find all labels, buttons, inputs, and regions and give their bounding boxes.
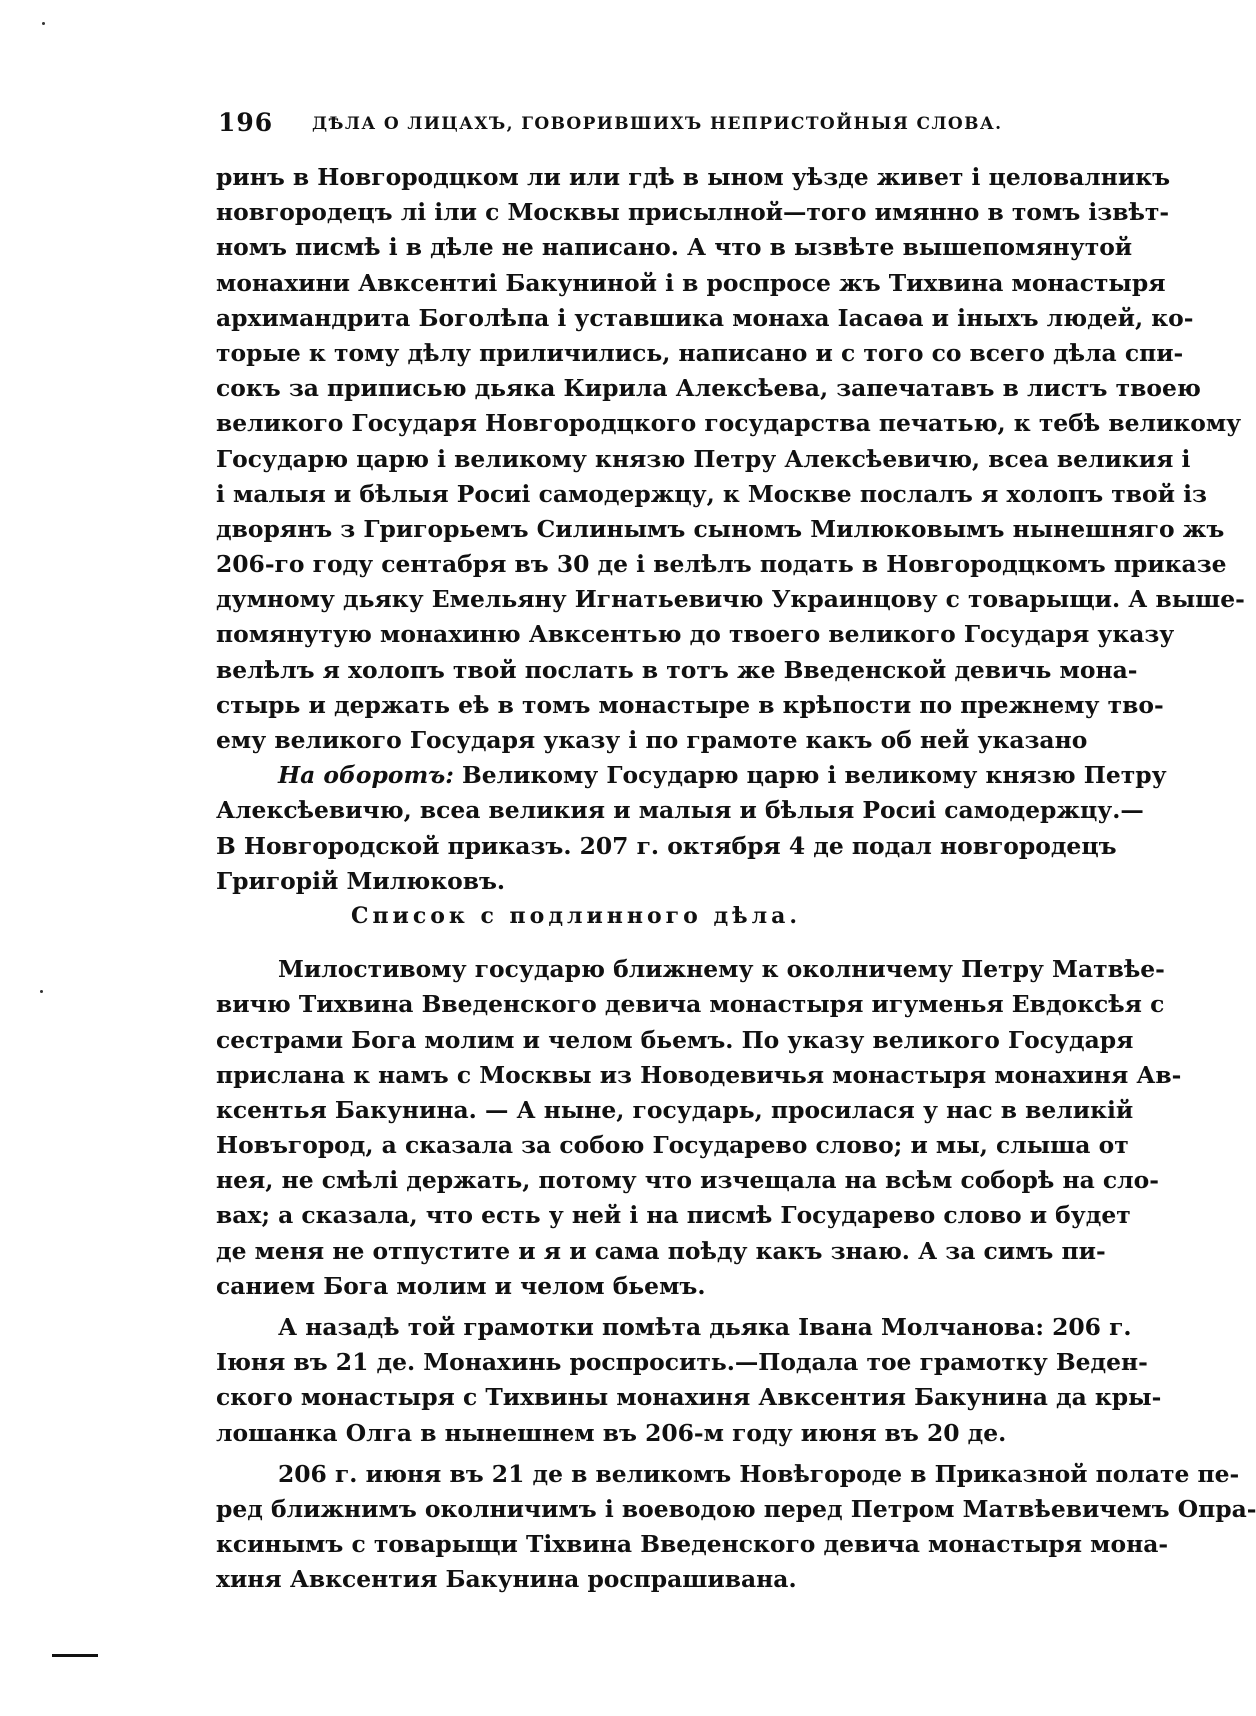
text-line: Новъгород, а сказала за собою Государево слово; и мы, слыша от xyxy=(216,1131,1129,1160)
text-line: 206-го году сентабря въ 30 де і велѣлъ подать в Новгородцкомъ приказе xyxy=(216,550,1227,579)
text-line: В Новгородской приказъ. 207 г. октября 4 де подал новгородецъ xyxy=(216,831,1117,860)
text-line: новгородецъ лі іли с Москвы присылной—того имянно в томъ ізвѣт- xyxy=(216,198,1170,227)
text-line: ему великого Государя указу і по грамоте какъ об ней указано xyxy=(216,726,1088,754)
text-line: номъ писмѣ і в дѣле не написано. А что в ызвѣте вышепомянутой xyxy=(216,233,1133,262)
reverse-note xyxy=(216,758,1167,899)
body-text xyxy=(216,160,1256,1598)
text-line: Государю царю і великому князю Петру Алексѣевичю, всеа великия і xyxy=(216,444,1191,473)
text-line: де меня не отпустите и я и сама поѣду какъ знаю. А за симъ пи- xyxy=(216,1236,1106,1265)
text-line: дворянъ з Григорьемъ Силинымъ сыномъ Милюковымъ нынешняго жъ xyxy=(216,514,1225,543)
text-line: помянутую монахиню Авксентью до твоего великого Государя указу xyxy=(216,620,1175,649)
spacer xyxy=(216,934,936,952)
text-line: вичю Тихвина Введенского девича монастыря игуменья Евдоксѣя с xyxy=(216,990,1165,1019)
text-line: архимандрита Боголѣпа і уставшика монаха Іасаѳа и іныхъ людей, ко- xyxy=(216,303,1194,332)
text-line: сестрами Бога молим и челом бьемъ. По указу великого Государя xyxy=(216,1025,1134,1054)
paragraph-4 xyxy=(216,1457,1256,1598)
text-line: Алексѣевичю, всеа великия и малыя и бѣлыя Росиі самодержцу.— xyxy=(216,796,1144,825)
text-line: стырь и держать еѣ в томъ монастыре в крѣпости по прежнему тво- xyxy=(216,690,1164,719)
text-line: ред ближнимъ околничимъ і воеводою перед Петром Матвѣевичемъ Опра- xyxy=(216,1494,1256,1523)
text-line: ского монастыря с Тихвины монахиня Авксентия Бакунина да кры- xyxy=(216,1383,1162,1412)
text-line: А назадѣ той грамотки помѣта дьяка Івана Молчанова: 206 г. xyxy=(278,1313,1132,1341)
text-line: торые к тому дѣлу приличились, написано и с того со всего дѣла спи- xyxy=(216,338,1184,367)
paragraph-1 xyxy=(216,160,1245,758)
text-line: Григорій Милюковъ. xyxy=(216,866,506,895)
text-line: ксентья Бакунина. — А ныне, государь, просилася у нас в великій xyxy=(216,1095,1134,1124)
reverse-note-lead: На оборотъ: xyxy=(278,761,454,790)
margin-dash-mark xyxy=(52,1654,98,1657)
text-line: монахини Авксентиі Бакуниной і в роспросе жъ Тихвина монастыря xyxy=(216,268,1166,297)
reverse-note-first-line: Великому Государю царю і великому князю Петру xyxy=(453,761,1167,790)
scan-speck xyxy=(42,22,45,25)
text-line: Іюня въ 21 де. Монахинь роспросить.—Подала тое грамотку Веден- xyxy=(216,1348,1148,1377)
text-line: Милостивому государю ближнему к околничему Петру Матвѣе- xyxy=(278,955,1165,984)
running-head: ДѢЛА О ЛИЦАХЪ, ГОВОРИВШИХЪ НЕПРИСТОЙНЫЯ СЛОВА. xyxy=(312,114,1003,134)
text-line: 206 г. июня въ 21 де в великомъ Новѣгороде в Приказной полате пе- xyxy=(278,1459,1240,1488)
text-line xyxy=(216,758,1167,793)
paragraph-3 xyxy=(216,1310,1162,1451)
text-line: нея, не смѣлі держать, потому что изчещала на всѣм соборѣ на сло- xyxy=(216,1166,1159,1195)
text-line: санием Бога молим и челом бьемъ. xyxy=(216,1271,706,1300)
paragraph-2 xyxy=(216,952,1182,1304)
text-line: ринъ в Новгородцком ли или гдѣ в ыном уѣзде живет і целовалникъ xyxy=(216,163,1171,191)
text-line: і малыя и бѣлыя Росиі самодержцу, к Москве послалъ я холопъ твой із xyxy=(216,479,1207,508)
page-header xyxy=(218,108,1003,148)
text-line: лошанка Олга в нынешнем въ 206-м году июня въ 20 де. xyxy=(216,1418,1007,1447)
text-line: хиня Авксентия Бакунина роспрашивана. xyxy=(216,1565,797,1594)
text-line: вах; а сказала, что есть у ней і на писмѣ Государево слово и будет xyxy=(216,1201,1131,1230)
scan-speck xyxy=(40,990,43,993)
text-line: сокъ за приписью дьяка Кирила Алексѣева, запечатавъ в листъ твоею xyxy=(216,374,1201,403)
text-line: ксинымъ с товарыщи Тіхвина Введенского девича монастыря мона- xyxy=(216,1530,1169,1559)
text-line: велѣлъ я холопъ твой послать в тотъ же Введенской девичь мона- xyxy=(216,655,1138,684)
page-number: 196 xyxy=(218,108,274,137)
text-line: великого Государя Новгородцкого государства печатью, к тебѣ великому xyxy=(216,409,1242,438)
section-title: Список с подлинного дѣла. xyxy=(350,902,802,929)
text-line: прислана к намъ с Москвы из Новодевичья монастыря монахиня Ав- xyxy=(216,1060,1182,1089)
text-line: думному дьяку Емельяну Игнатьевичю Украинцову с товарыщи. А выше- xyxy=(216,585,1245,614)
